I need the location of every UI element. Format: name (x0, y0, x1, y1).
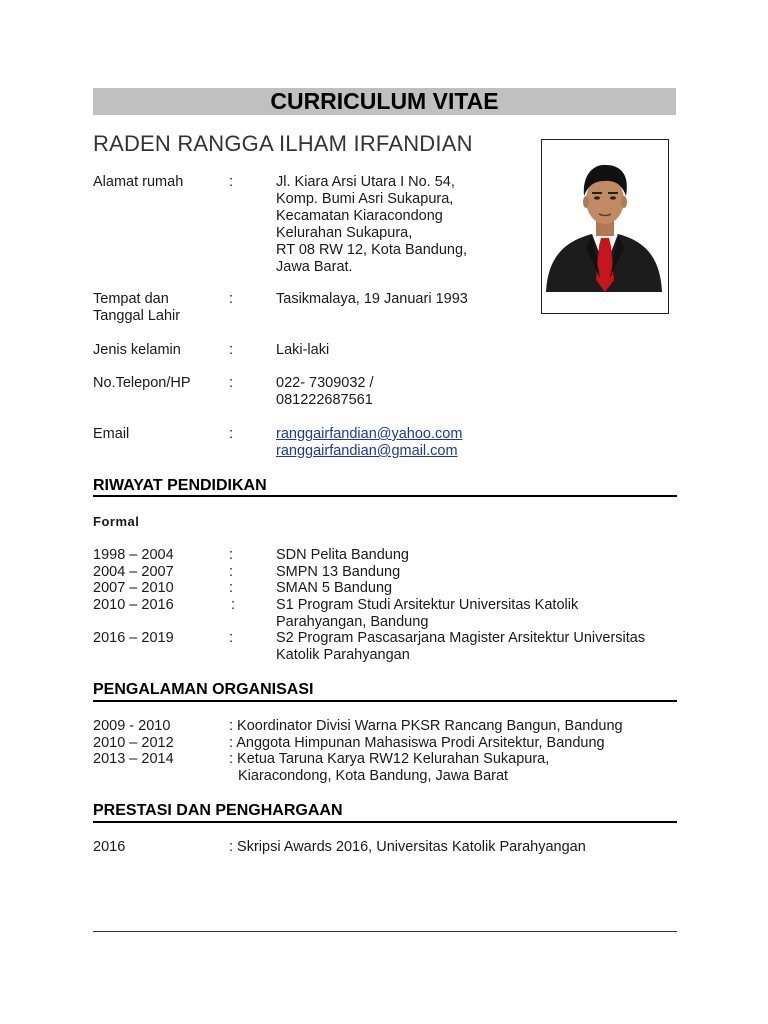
address-line: Komp. Bumi Asri Sukapura, (276, 191, 454, 207)
organization-role-line: : Ketua Taruna Karya RW12 Kelurahan Sukapura, (229, 751, 550, 767)
education-years: 2004 – 2007 (93, 564, 174, 580)
portrait-image (542, 140, 668, 313)
organization-divider (93, 700, 677, 702)
education-school: SMPN 13 Bandung (276, 564, 401, 580)
education-school: SDN Pelita Bandung (276, 547, 409, 563)
education-school-line: S2 Program Pascasarjana Magister Arsitektur Universitas (276, 630, 646, 646)
email-link-gmail[interactable]: ranggairfandian@gmail.com (276, 443, 458, 459)
address-line: Kecamatan Kiaracondong (276, 208, 443, 224)
email-link-yahoo[interactable]: ranggairfandian@yahoo.com (276, 426, 463, 442)
education-school-line: S1 Program Studi Arsitektur Universitas Katolik (276, 597, 579, 613)
education-subheading: Formal (93, 514, 140, 529)
birth-value: Tasikmalaya, 19 Januari 1993 (276, 291, 468, 307)
email-value (276, 426, 462, 460)
education-colon: : (231, 597, 236, 613)
education-colon: : (229, 547, 234, 563)
phone-value (276, 375, 374, 409)
address-value (276, 174, 467, 276)
organization-role: : Anggota Himpunan Mahasiswa Prodi Arsitektur, Bandung (229, 735, 605, 751)
gender-colon: : (229, 342, 234, 358)
birth-label (93, 291, 180, 325)
organization-years: 2013 – 2014 (93, 751, 174, 767)
education-school: SMAN 5 Bandung (276, 580, 393, 596)
education-divider (93, 495, 677, 497)
gender-label: Jenis kelamin (93, 342, 181, 358)
phone-line: 022- 7309032 / (276, 375, 374, 391)
education-school-line: Parahyangan, Bandung (276, 614, 429, 630)
organization-years: 2010 – 2012 (93, 735, 174, 751)
education-years: 1998 – 2004 (93, 547, 174, 563)
address-label: Alamat rumah (93, 174, 184, 190)
education-years: 2007 – 2010 (93, 580, 174, 596)
organization-role: : Koordinator Divisi Warna PKSR Rancang Bangun, Bandung (229, 718, 623, 734)
address-colon: : (229, 174, 234, 190)
address-line: Jawa Barat. (276, 259, 353, 275)
profile-photo (541, 139, 669, 314)
gender-value: Laki-laki (276, 342, 330, 358)
address-line: Jl. Kiara Arsi Utara I No. 54, (276, 174, 455, 190)
awards-title: : Skripsi Awards 2016, Universitas Katolik Parahyangan (229, 839, 586, 855)
education-school-line: Katolik Parahyangan (276, 647, 410, 663)
email-colon: : (229, 426, 234, 442)
address-line: Kelurahan Sukapura, (276, 225, 413, 241)
organization-heading: PENGALAMAN ORGANISASI (93, 681, 314, 698)
awards-year: 2016 (93, 839, 126, 855)
education-colon: : (229, 630, 234, 646)
birth-label-line: Tanggal Lahir (93, 308, 181, 324)
awards-heading: PRESTASI DAN PENGHARGAAN (93, 802, 343, 819)
education-school (276, 630, 645, 664)
phone-line: 081222687561 (276, 392, 373, 408)
birth-label-line: Tempat dan (93, 291, 169, 307)
awards-divider (93, 821, 677, 823)
phone-colon: : (229, 375, 234, 391)
organization-years: 2009 - 2010 (93, 718, 171, 734)
address-line: RT 08 RW 12, Kota Bandung, (276, 242, 468, 258)
organization-role-line: Kiaracondong, Kota Bandung, Jawa Barat (238, 768, 509, 784)
footer-divider (93, 931, 677, 932)
birth-colon: : (229, 291, 234, 307)
phone-label: No.Telepon/HP (93, 375, 191, 391)
education-heading: RIWAYAT PENDIDIKAN (93, 477, 267, 494)
person-name: RADEN RANGGA ILHAM IRFANDIAN (93, 131, 473, 156)
education-colon: : (229, 564, 234, 580)
education-years: 2016 – 2019 (93, 630, 174, 646)
email-label: Email (93, 426, 130, 442)
cv-title: CURRICULUM VITAE (93, 88, 676, 115)
education-school (276, 597, 578, 631)
education-colon: : (229, 580, 234, 596)
education-years: 2010 – 2016 (93, 597, 174, 613)
organization-role (229, 751, 549, 785)
